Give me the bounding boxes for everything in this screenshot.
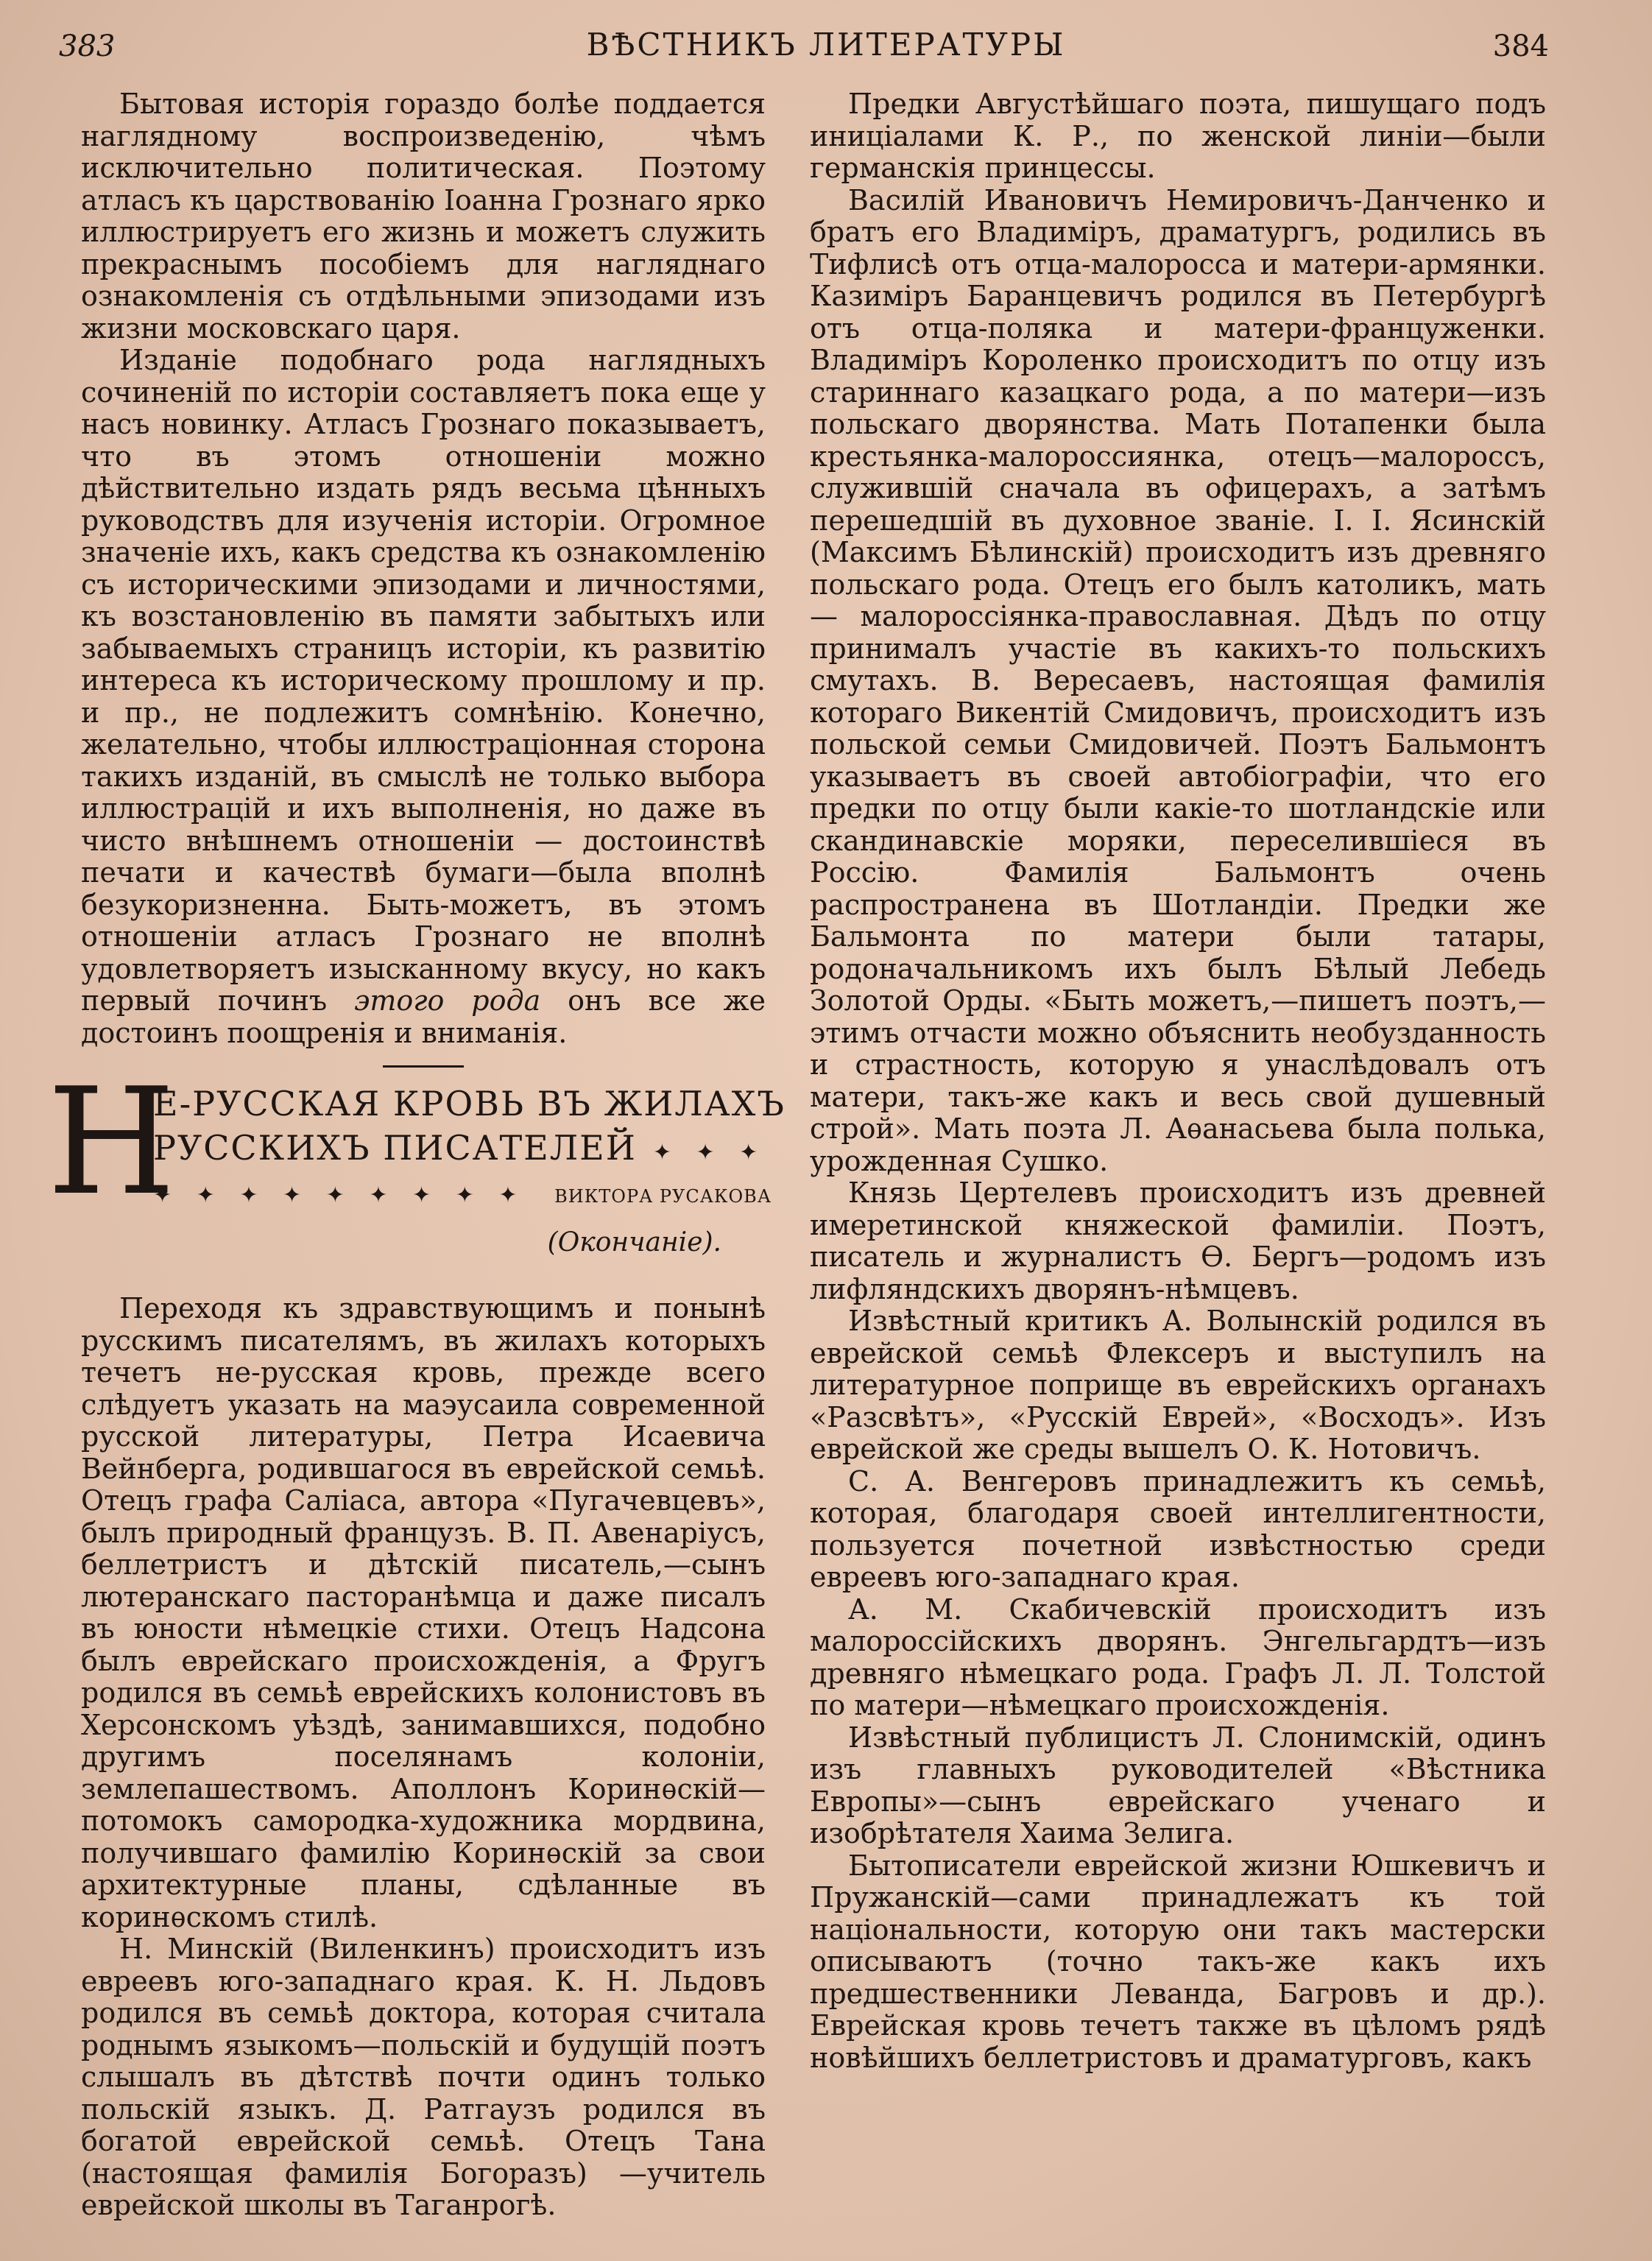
paragraph: Извѣстный критикъ А. Волынскій родился въ еврейской семьѣ Флексеръ и выступилъ на литературное поприще въ еврейскихъ органахъ «Разсвѣтъ», «Русскій Еврей», «Восходъ». Изъ еврейской же среды вышелъ О. К. Нотовичъ. <box>810 1305 1546 1465</box>
title-line-1: Е-РУССКАЯ КРОВЬ ВЪ ЖИЛАХЪ <box>153 1084 786 1124</box>
left-column <box>47 88 786 2222</box>
paragraph: Извѣстный публицистъ Л. Слонимскій, одинъ изъ главныхъ руководителей «Вѣстника Европы»—сынъ еврейскаго ученаго и изобрѣтателя Хаима Зелига. <box>810 1721 1546 1849</box>
page-number-right: 384 <box>1492 29 1549 63</box>
journal-title: ВѢСТНИКЪ ЛИТЕРАТУРЫ <box>586 27 1066 63</box>
paragraph <box>81 345 766 1049</box>
paragraph: Князь Цертелевъ происходитъ изъ древней имеретинской княжеской фамиліи. Поэтъ, писатель и журналистъ Ѳ. Бергъ—родомъ изъ лифляндскихъ дворянъ-нѣмцевъ. <box>810 1177 1546 1305</box>
paragraph: Бытовая исторія гораздо болѣе поддается наглядному воспроизведенію, чѣмъ исключительно политическая. Поэтому атласъ къ царствованію Іоанна Грознаго ярко иллюстрируетъ его жизнь и можетъ служить прекраснымъ пособіемъ для нагляднаго ознакомленія съ отдѣльными эпизодами изъ жизни московскаго царя. <box>81 88 766 345</box>
italic-phrase: этого рода <box>354 984 541 1017</box>
section-divider <box>383 1065 464 1068</box>
page-number-left: 383 <box>59 29 116 63</box>
article-title <box>47 1057 786 1293</box>
paragraph: Переходя къ здравствующимъ и понынѣ русскимъ писателямъ, въ жилахъ которыхъ течетъ не-русская кровь, прежде всего слѣдуетъ указать на маэусаила современной русской литературы, Петра Исаевича Вейнберга, родившагося въ еврейской семьѣ. Отецъ графа Саліаса, автора «Пугачевцевъ», былъ природный французъ. В. П. Авенаріусъ, беллетристъ и дѣтскій писатель,—сынъ лютеранскаго пасторанѣмца и даже писалъ въ юности нѣмецкіе стихи. Отецъ Надсона былъ еврейскаго происхожденія, а Фругъ родился въ семьѣ еврейскихъ колонистовъ въ Херсонскомъ уѣздѣ, занимавшихся, подобно другимъ поселянамъ колоніи, землепашествомъ. Аполлонъ Коринѳскій—потомокъ самородка-художника мордвина, получившаго фамилію Коринѳскій за свои архитектурные планы, сдѣланные въ коринѳскомъ стилѣ. <box>81 1292 766 1933</box>
paragraph: Василій Ивановичъ Немировичъ-Данченко и братъ его Владиміръ, драматургъ, родились въ Тифлисѣ отъ отца-малоросса и матери-армянки. Казиміръ Баранцевичъ родился въ Петербургѣ отъ отца-поляка и матери-француженки. Владиміръ Короленко происходитъ по отцу изъ стариннаго казацкаго рода, а по матери—изъ польскаго дворянства. Мать Потапенки была крестьянка-малороссиянка, отецъ—малороссъ, служившій сначала въ офицерахъ, а затѣмъ перешедшій въ духовное званіе. І. І. Ясинскій (Максимъ Бѣлинскій) происходитъ изъ древняго польскаго рода. Отецъ его былъ католикъ, мать — малороссіянка-православная. Дѣдъ по отцу принималъ участіе въ какихъ-то польскихъ смутахъ. В. Вересаевъ, настоящая фамилія котораго Викентій Смидовичъ, происходитъ изъ польской семьи Смидовичей. Поэтъ Бальмонтъ указываетъ въ своей автобіографіи, что его предки по отцу были какіе-то шотландскіе или скандинавскіе моряки, переселившіеся въ Россію. Фамилія Бальмонтъ очень распространена въ Шотландіи. Предки же Бальмонта по матери были татары, родоначальникомъ ихъ былъ Бѣлый Лебедь Золотой Орды. «Быть можетъ,—пишетъ поэтъ,—этимъ отчасти можно объяснить необузданность и страстность, которую я унаслѣдовалъ отъ матери, такъ-же какъ и весь свой душевный строй». Мать поэта Л. Аѳанасьева была полька, урожденная Сушко. <box>810 183 1546 1177</box>
continuation-note: (Окончаніе). <box>547 1227 721 1258</box>
paragraph: А. М. Скабичевскій происходитъ изъ малороссійскихъ дворянъ. Энгельгардтъ—изъ древняго нѣмецкаго рода. Графъ Л. Л. Толстой по матери—нѣмецкаго происхожденія. <box>810 1592 1546 1721</box>
page-header <box>0 27 1652 71</box>
paragraph-text: Изданіе подобнаго рода наглядныхъ сочиненій по исторіи составляетъ пока еще у насъ новинку. Атласъ Грознаго показываетъ, что въ этомъ отношеніи можно дѣйствительно издать рядъ весьма цѣнныхъ руководствъ для изученія исторіи. Огромное значеніе ихъ, какъ средства къ ознакомленію съ историческими эпизодами и личностями, къ возстановленію въ памяти забытыхъ или забываемыхъ страницъ исторіи, къ развитію интереса къ историческому прошлому и пр. и пр., не подлежитъ сомнѣнію. Конечно, желательно, чтобы иллюстраціонная сторона такихъ изданій, въ смыслѣ не только выбора иллюстрацій и ихъ выполненія, но даже въ чисто внѣшнемъ отношеніи — достоинствѣ печати и качествѣ бумаги—была вполнѣ безукоризненна. Быть-можетъ, въ этомъ отношеніи атласъ Грознаго не вполнѣ удовлетворяетъ изысканному вкусу, но какъ первый починъ <box>81 344 766 1017</box>
paragraph: Н. Минскій (Виленкинъ) происходитъ изъ евреевъ юго-западнаго края. К. Н. Льдовъ родился въ семьѣ доктора, которая считала роднымъ языкомъ—польскій и будущій поэтъ слышалъ въ дѣтствѣ почти одинъ только польскій языкъ. Д. Ратгаузъ родился въ богатой еврейской семьѣ. Отецъ Тана (настоящая фамилія Богоразъ) —учитель еврейской школы въ Таганрогѣ. <box>81 1933 766 2221</box>
paragraph: С. А. Венгеровъ принадлежитъ къ семьѣ, которая, благодаря своей интеллигентности, пользуется почетной извѣстностью среди евреевъ юго-западнаго края. <box>810 1464 1546 1593</box>
paragraph-text: онъ все же достоинъ поощренія и вниманія. <box>81 984 766 1049</box>
title-line-3 <box>153 1179 772 1213</box>
paragraph: Бытописатели еврейской жизни Юшкевичъ и Пружанскій—сами принадлежатъ къ той національности, которую они такъ мастерски описываютъ (точно такъ-же какъ ихъ предшественники Леванда, Багровъ и др.). Еврейская кровь течетъ также въ цѣломъ рядѣ новѣйшихъ беллетристовъ и драматурговъ, какъ <box>810 1849 1546 2074</box>
right-column <box>810 88 1546 2074</box>
title-line-2-text: РУССКИХЪ ПИСАТЕЛЕЙ <box>153 1128 637 1168</box>
author-byline: ВИКТОРА РУСАКОВА <box>554 1186 772 1207</box>
paragraph: Предки Августѣйшаго поэта, пишущаго подъ иниціалами К. Р., по женской линіи—были германскія принцессы. <box>810 88 1546 184</box>
ornament-icon: ✦ ✦ ✦ <box>652 1140 767 1165</box>
ornament-icon: ✦ ✦ ✦ ✦ ✦ ✦ ✦ ✦ ✦ <box>153 1182 526 1208</box>
title-line-2 <box>153 1128 767 1169</box>
drop-cap: Н <box>47 1057 176 1228</box>
